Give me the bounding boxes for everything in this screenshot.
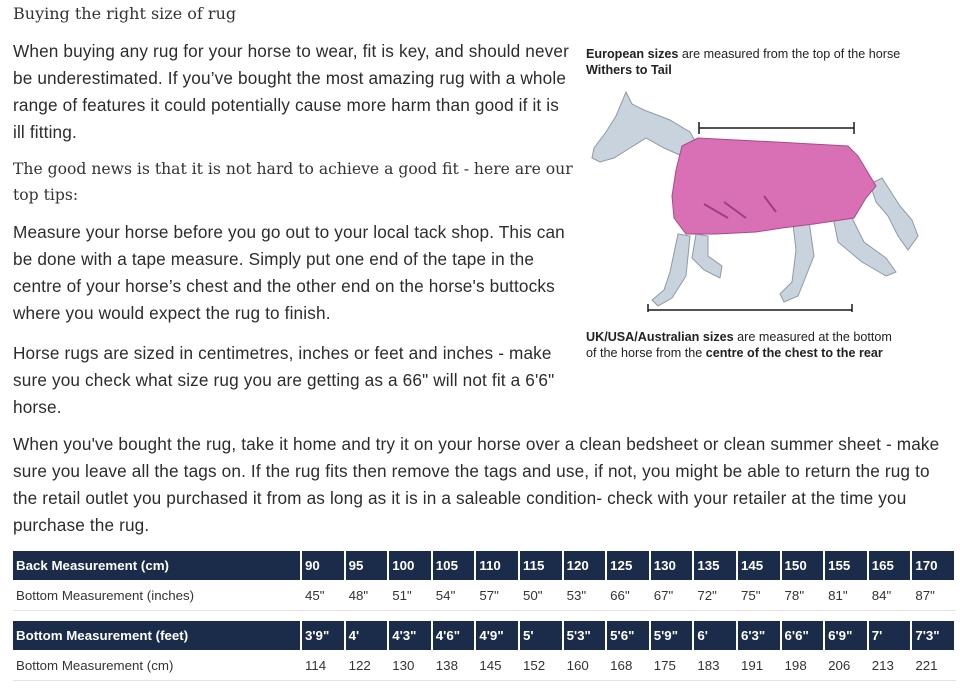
header-value-cell: 6'9" (825, 621, 869, 650)
row-value-cell: 72" (694, 580, 738, 611)
header-label-cell: Back Measurement (cm) (13, 551, 302, 580)
header-value-cell: 6' (694, 621, 738, 650)
row-value-cell: 130 (389, 650, 433, 681)
horse-rug-diagram (586, 86, 926, 312)
header-value-cell: 3'9" (302, 621, 346, 650)
header-value-cell: 4'9" (476, 621, 520, 650)
rug-illustration (672, 138, 876, 234)
row-value-cell: 53" (564, 580, 608, 611)
header-label-cell: Bottom Measurement (feet) (13, 621, 302, 650)
row-value-cell: 206 (825, 650, 869, 681)
table-row (13, 650, 956, 681)
header-value-cell: 5'9" (651, 621, 695, 650)
row-value-cell: 87" (912, 580, 956, 611)
header-value-cell: 120 (564, 551, 608, 580)
header-value-cell: 5'3" (564, 621, 608, 650)
row-value-cell: 191 (738, 650, 782, 681)
header-value-cell: 170 (912, 551, 956, 580)
row-value-cell: 213 (869, 650, 913, 681)
section-heading: Buying the right size of rug (13, 4, 237, 23)
uk-sizes-label: UK/USA/Australian sizes (586, 330, 734, 344)
header-value-cell: 6'3" (738, 621, 782, 650)
header-value-cell: 105 (433, 551, 477, 580)
row-value-cell: 57" (476, 580, 520, 611)
header-value-cell: 165 (869, 551, 913, 580)
row-value-cell: 152 (520, 650, 564, 681)
tips-intro-paragraph: The good news is that it is not hard to achieve a good fit - here are our top tips: (13, 160, 573, 204)
european-sizes-text: are measured from the top of the horse (678, 47, 901, 61)
header-value-cell: 145 (738, 551, 782, 580)
row-value-cell: 45" (302, 580, 346, 611)
row-value-cell: 114 (302, 650, 346, 681)
row-value-cell: 54" (433, 580, 477, 611)
header-value-cell: 115 (520, 551, 564, 580)
header-value-cell: 155 (825, 551, 869, 580)
row-label-cell: Bottom Measurement (cm) (13, 650, 302, 681)
header-value-cell: 7'3" (912, 621, 956, 650)
table-row (13, 580, 956, 611)
uk-sizes-text-2: of the horse from the (586, 346, 706, 360)
row-value-cell: 221 (912, 650, 956, 681)
row-value-cell: 51" (389, 580, 433, 611)
header-value-cell: 4' (346, 621, 390, 650)
uk-sizes-caption (586, 329, 892, 361)
row-value-cell: 175 (651, 650, 695, 681)
row-value-cell: 48" (346, 580, 390, 611)
european-sizes-label: European sizes (586, 47, 679, 61)
row-value-cell: 84" (869, 580, 913, 611)
row-value-cell: 66" (607, 580, 651, 611)
row-value-cell: 198 (782, 650, 826, 681)
table-header-row (13, 551, 956, 580)
withers-to-tail-label: Withers to Tail (586, 63, 672, 77)
header-value-cell: 110 (476, 551, 520, 580)
header-value-cell: 5'6" (607, 621, 651, 650)
row-value-cell: 183 (694, 650, 738, 681)
chest-to-rear-label: centre of the chest to the rear (705, 346, 883, 360)
row-value-cell: 122 (346, 650, 390, 681)
back-measurement-table (13, 551, 956, 611)
row-label-cell: Bottom Measurement (inches) (13, 580, 302, 611)
row-value-cell: 145 (476, 650, 520, 681)
row-value-cell: 138 (433, 650, 477, 681)
sizing-units-paragraph: Horse rugs are sized in centimetres, inches or feet and inches - make sure you check what size rug you are getting as a 66" will not fit a 6'6" horse. (13, 343, 555, 417)
header-value-cell: 7' (869, 621, 913, 650)
row-value-cell: 67" (651, 580, 695, 611)
header-value-cell: 5' (520, 621, 564, 650)
header-value-cell: 95 (346, 551, 390, 580)
row-value-cell: 160 (564, 650, 608, 681)
header-value-cell: 130 (651, 551, 695, 580)
header-value-cell: 135 (694, 551, 738, 580)
row-value-cell: 168 (607, 650, 651, 681)
table-header-row (13, 621, 956, 650)
row-value-cell: 50" (520, 580, 564, 611)
feet-measurement-table (13, 621, 956, 681)
row-value-cell: 81" (825, 580, 869, 611)
header-value-cell: 100 (389, 551, 433, 580)
uk-sizes-text: are measured at the bottom (733, 330, 892, 344)
header-value-cell: 90 (302, 551, 346, 580)
row-value-cell: 78" (782, 580, 826, 611)
header-value-cell: 6'6" (782, 621, 826, 650)
row-value-cell: 75" (738, 580, 782, 611)
european-sizes-caption (586, 46, 900, 78)
header-value-cell: 150 (782, 551, 826, 580)
header-value-cell: 4'3" (389, 621, 433, 650)
header-value-cell: 4'6" (433, 621, 477, 650)
header-value-cell: 125 (607, 551, 651, 580)
intro-paragraph: When buying any rug for your horse to wear, fit is key, and should never be underestimated. If you’ve bought the most amazing rug with a whole range of features it could potentially cause more harm than good if it is ill fitting. (13, 41, 569, 142)
measure-tip-paragraph: Measure your horse before you go out to your local tack shop. This can be done with a tape measure. Simply put one end of the tape in the centre of your horse’s chest and the other end on the horse's buttocks where you would expect the rug to finish. (13, 222, 565, 323)
try-on-paragraph: When you've bought the rug, take it home and try it on your horse over a clean bedsheet or clean summer sheet - make sure you leave all the tags on. If the rug fits then remove the tags and use, if not, you might be able to return the rug to the retail outlet you purchased it from as long as it is in a saleable condition- check with your retailer at the time you purchase the rug. (13, 434, 940, 535)
